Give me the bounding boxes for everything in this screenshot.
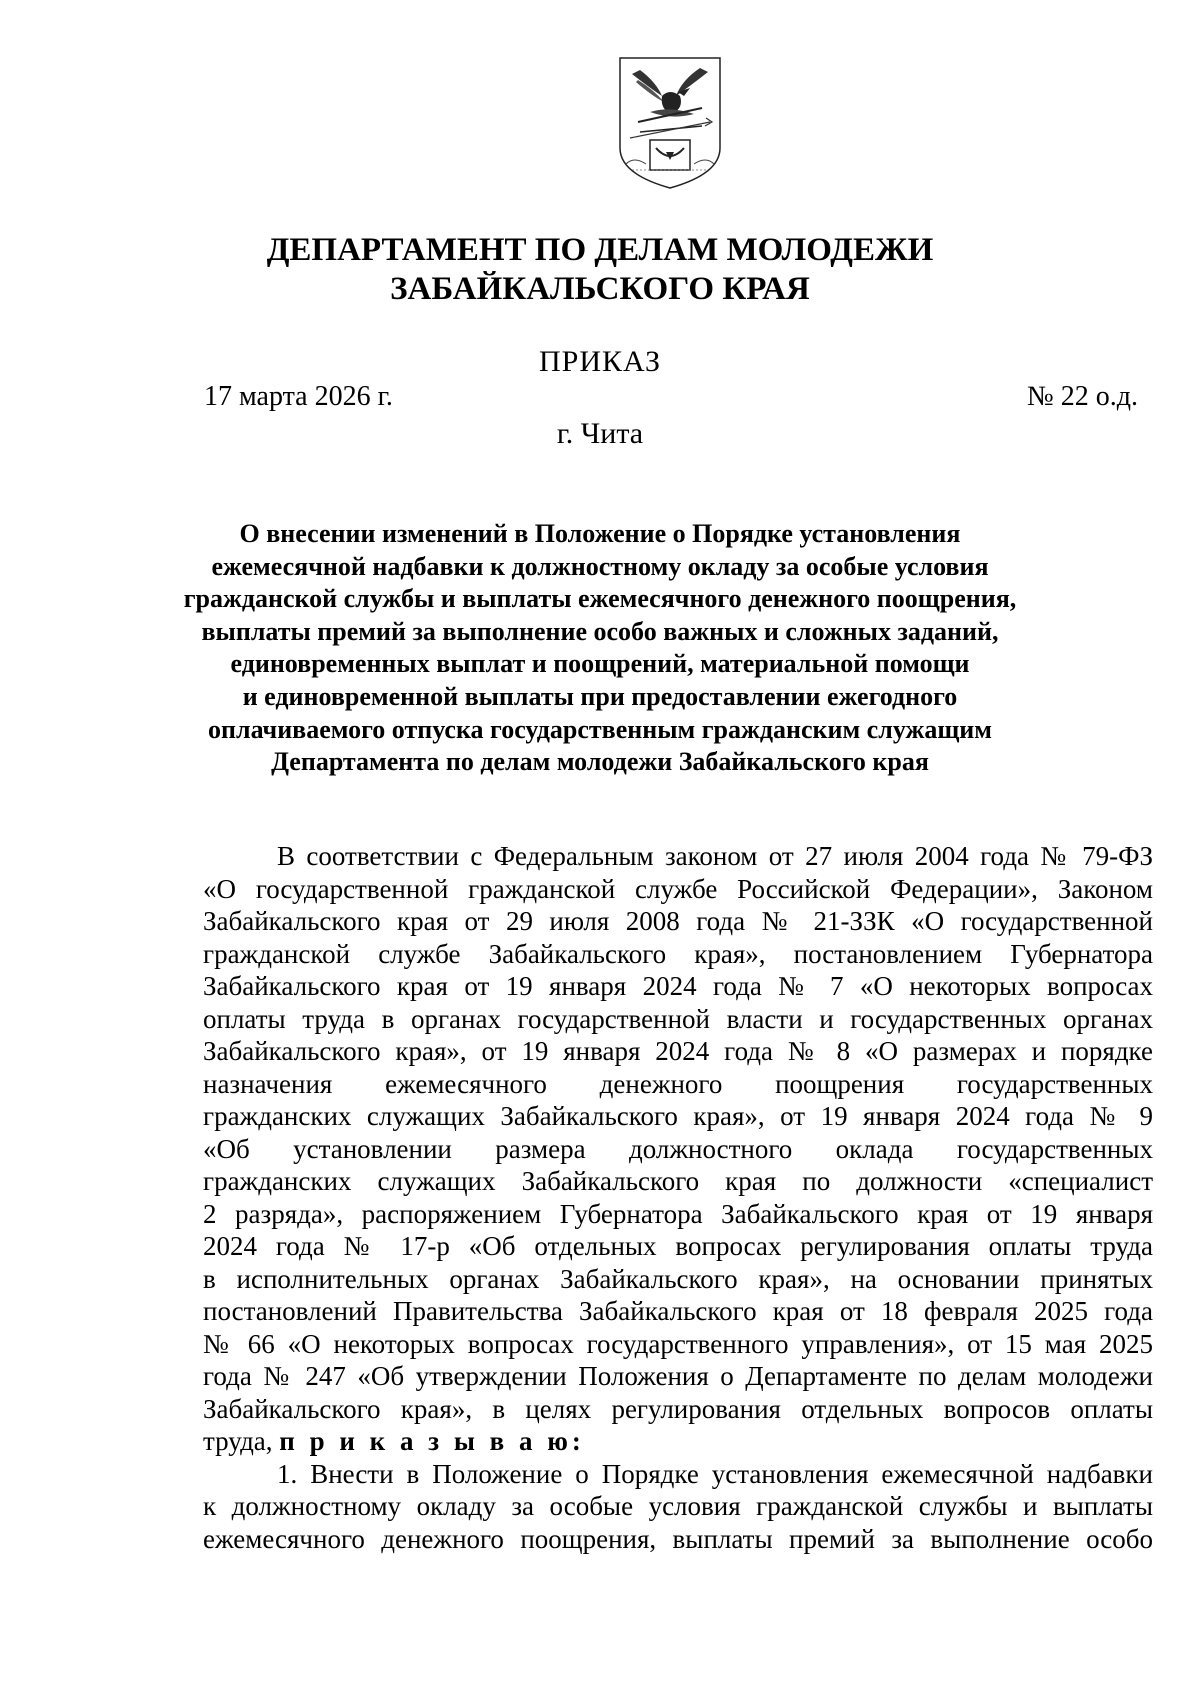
subject-line: единовременных выплат и поощрений, материальной помощи: [230, 649, 970, 679]
organization-name-line-2: ЗАБАЙКАЛЬСКОГО КРАЯ: [390, 271, 810, 307]
body-line: Забайкальского края», в целях регулирования отдельных вопросов оплаты: [203, 1393, 1153, 1424]
document-city: г. Чита: [556, 417, 644, 450]
body-line: назначения ежемесячного денежного поощрения государственных: [203, 1068, 1153, 1099]
document-body: [203, 840, 1153, 1555]
subject-line: гражданской службы и выплаты ежемесячного денежного поощрения,: [183, 584, 1017, 614]
body-line: года № 247 «Об утверждении Положения о Департаменте по делам молодежи: [203, 1361, 1153, 1391]
ordering-word: п р и к а з ы в а ю:: [279, 1426, 585, 1456]
coat-of-arms-emblem: [610, 52, 730, 192]
organization-name-line-1: ДЕПАРТАМЕНТ ПО ДЕЛАМ МОЛОДЕЖИ: [266, 232, 934, 268]
body-line: оплаты труда в органах государственной власти и государственных органах: [203, 1003, 1153, 1034]
body-line: 1. Внести в Положение о Порядке установления ежемесячной надбавки: [277, 1458, 1153, 1489]
document-type: ПРИКАЗ: [539, 345, 661, 378]
document-number: № 22 о.д.: [1027, 381, 1138, 412]
body-line: Забайкальского края от 29 июля 2008 года № 21-ЗЗК «О государственной: [203, 906, 1153, 936]
body-line: в исполнительных органах Забайкальского края», на основании принятых: [203, 1263, 1153, 1294]
subject-line: и единовременной выплаты при предоставлении ежегодного: [242, 681, 958, 711]
body-line: «О государственной гражданской службе Российской Федерации», Законом: [203, 873, 1153, 904]
body-line-prefix: труда,: [203, 1426, 273, 1456]
document-date: 17 марта 2026 г.: [204, 381, 393, 412]
body-line: гражданской службе Забайкальского края», постановлением Губернатора: [203, 938, 1153, 969]
body-line: № 66 «О некоторых вопросах государственного управления», от 15 мая 2025: [203, 1328, 1153, 1359]
coat-of-arms-icon: [610, 52, 730, 192]
body-line-ordering: [203, 1425, 1153, 1458]
body-line: В соответствии с Федеральным законом от 27 июля 2004 года № 79-ФЗ: [277, 841, 1153, 871]
body-line: ежемесячного денежного поощрения, выплаты премий за выполнение особо: [203, 1523, 1153, 1554]
subject-line: О внесении изменений в Положение о Порядке установления: [239, 519, 961, 548]
subject-line: Департамента по делам молодежи Забайкальского края: [271, 747, 929, 777]
body-line: к должностному окладу за особые условия гражданской службы и выплаты: [203, 1491, 1153, 1521]
subject-line: оплачиваемого отпуска государственным гражданским служащим: [208, 714, 992, 744]
body-line: «Об установлении размера должностного оклада государственных: [203, 1133, 1153, 1164]
body-line: 2024 года № 17-р «Об отдельных вопросах регулирования оплаты труда: [203, 1231, 1153, 1261]
body-line: Забайкальского края», от 19 января 2024 года № 8 «О размерах и порядке: [203, 1036, 1153, 1066]
subject-line: выплаты премий за выполнение особо важных и сложных заданий,: [201, 616, 999, 646]
document-subject: [150, 518, 1050, 779]
body-line: гражданских служащих Забайкальского края», от 19 января 2024 года № 9: [203, 1101, 1153, 1131]
body-line: постановлений Правительства Забайкальского края от 18 февраля 2025 года: [203, 1296, 1153, 1326]
body-line: 2 разряда», распоряжением Губернатора Забайкальского края от 19 января: [203, 1198, 1153, 1229]
body-line: гражданских служащих Забайкальского края по должности «специалист: [203, 1166, 1153, 1196]
subject-line: ежемесячной надбавки к должностному окладу за особые условия: [211, 551, 989, 581]
body-line: Забайкальского края от 19 января 2024 года № 7 «О некоторых вопросах: [203, 971, 1153, 1001]
